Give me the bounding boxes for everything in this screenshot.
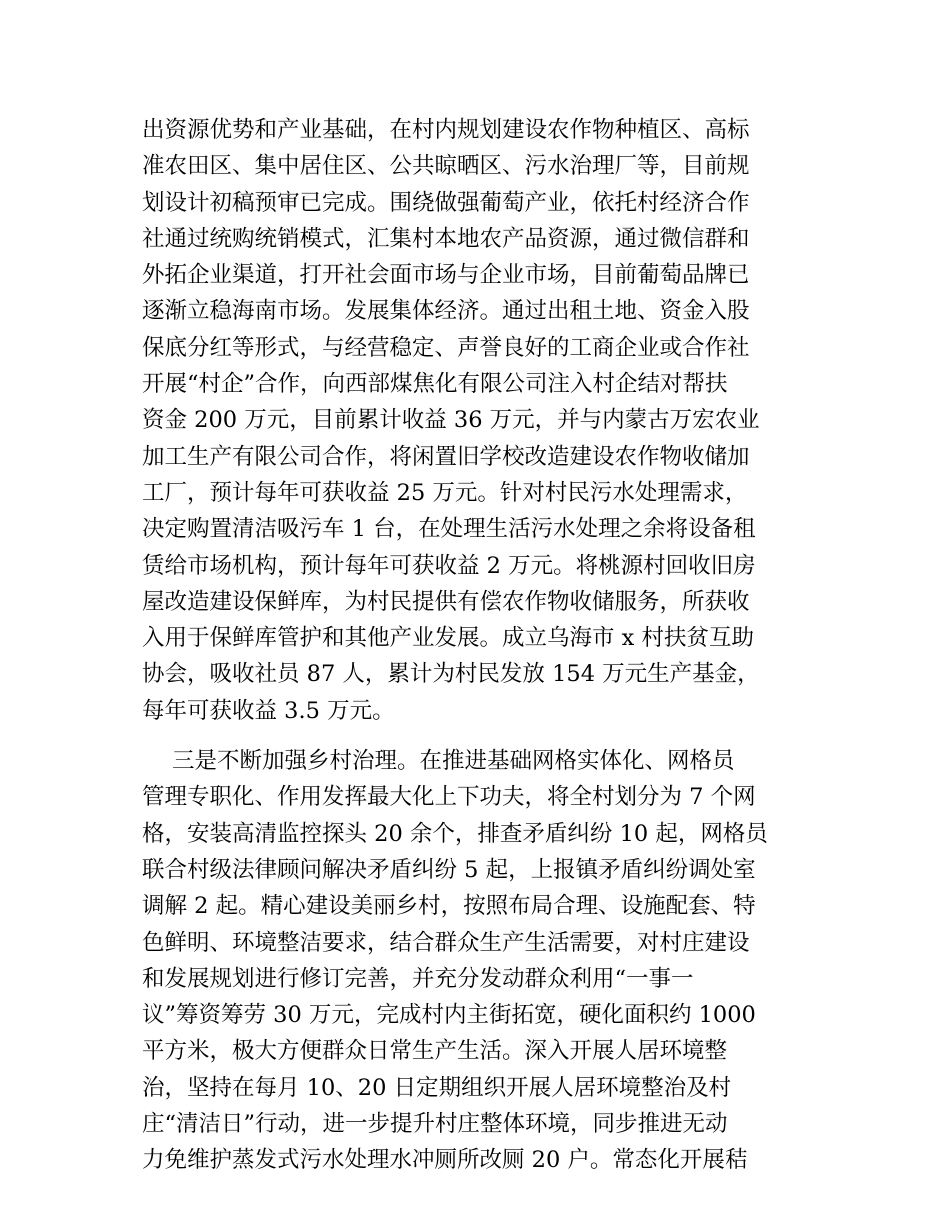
text-line: 力免维护蒸发式污水处理水冲厕所改厕 20 户。常态化开展秸 (142, 1147, 748, 1174)
text-line: 和发展规划进行修订完善，并充分发动群众利用“一事一 (142, 965, 694, 992)
text-line: 色鲜明、环境整洁要求，结合群众生产生活需要，对村庄建设 (142, 929, 750, 956)
text-line: 每年可获收益 3.5 万元。 (142, 697, 395, 724)
text-line: 资金 200 万元，目前累计收益 36 万元，并与内蒙古万宏农业 (142, 407, 760, 434)
text-line: 逐渐立稳海南市场。发展集体经济。通过出租土地、资金入股 (142, 298, 750, 325)
text-line: 庄“清洁日”行动，进一步提升村庄整体环境，同步推进无动 (142, 1111, 728, 1138)
text-line: 外拓企业渠道，打开社会面市场与企业市场，目前葡萄品牌已 (142, 262, 750, 289)
paragraph-rural-governance (142, 743, 812, 1179)
text-line: 出资源优势和产业基础，在村内规划建设农作物种植区、高标 (142, 117, 750, 143)
text-line: 治，坚持在每月 10、20 日定期组织开展人居环境整治及村 (142, 1074, 732, 1101)
text-line: 议”筹资筹劳 30 万元，完成村内主街拓宽，硬化面积约 1000 (142, 1002, 756, 1029)
text-line: 赁给市场机构，预计每年可获收益 2 万元。将桃源村回收旧房 (142, 552, 756, 579)
document-body (142, 112, 812, 1179)
text-line: 社通过统购统销模式，汇集村本地农产品资源，通过微信群和 (142, 225, 750, 252)
text-line: 联合村级法律顾问解决矛盾纠纷 5 起，上报镇矛盾纠纷调处室 (142, 856, 756, 883)
text-line: 格，安装高清监控探头 20 余个，排查矛盾纠纷 10 起，网格员 (142, 820, 768, 847)
text-line: 工厂，预计每年可获收益 25 万元。针对村民污水处理需求， (142, 479, 748, 506)
text-line: 入用于保鲜库管护和其他产业发展。成立乌海市 x 村扶贫互助 (142, 625, 754, 652)
text-line: 保底分红等形式，与经营稳定、声誉良好的工商企业或合作社 (142, 334, 750, 361)
paragraph-gap (142, 729, 812, 743)
text-line: 平方米，极大方便群众日常生产生活。深入开展人居环境整 (142, 1038, 728, 1065)
text-line: 开展“村企”合作，向西部煤焦化有限公司注入村企结对帮扶 (142, 371, 728, 398)
text-line: 准农田区、集中居住区、公共晾晒区、污水治理厂等，目前规 (142, 153, 750, 180)
text-line-first: 三是不断加强乡村治理。在推进基础网格实体化、网格员 (172, 748, 735, 775)
text-line: 划设计初稿预审已完成。围绕做强葡萄产业，依托村经济合作 (142, 189, 750, 216)
text-line: 加工生产有限公司合作，将闲置旧学校改造建设农作物收储加 (142, 443, 750, 470)
text-line: 调解 2 起。精心建设美丽乡村，按照布局合理、设施配套、特 (142, 893, 756, 920)
paragraph-resource-industry (142, 112, 812, 729)
text-line: 屋改造建设保鲜库，为村民提供有偿农作物收储服务，所获收 (142, 588, 750, 615)
text-line: 协会，吸收社员 87 人，累计为村民发放 154 万元生产基金， (142, 661, 760, 688)
text-line: 管理专职化、作用发挥最大化上下功夫，将全村划分为 7 个网 (142, 784, 756, 811)
text-line: 决定购置清洁吸污车 1 台，在处理生活污水处理之余将设备租 (142, 516, 756, 543)
